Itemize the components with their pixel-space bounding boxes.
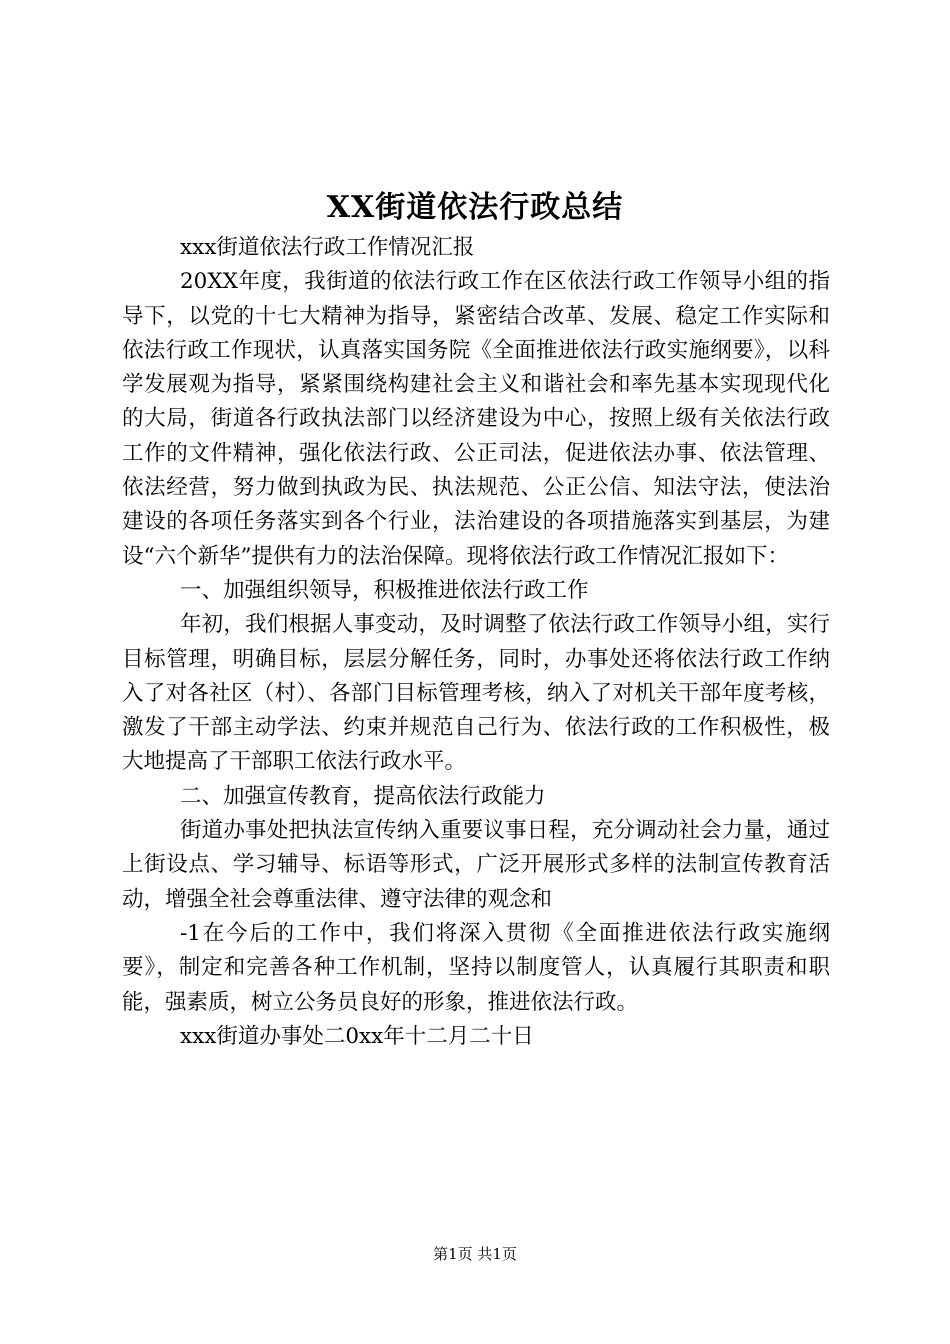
section-heading-2: 二、加强宣传教育，提高依法行政能力 <box>180 783 546 809</box>
section-heading-1: 一、加强组织领导，积极推进依法行政工作 <box>180 577 589 603</box>
document-body <box>122 231 830 1054</box>
intro-paragraph: 20XX年度，我街道的依法行政工作在区依法行政工作领导小组的指导下，以党的十七大精神为指导，紧密结合改革、发展、稳定工作实际和依法行政工作现状，认真落实国务院《全面推进依法行政实施纲要》，以科学发展观为指导，紧紧围绕构建社会主义和谐社会和率先基本实现现代化的大局，街道各行政执法部门以经济建设为中心，按照上级有关依法行政工作的文件精神，强化依法行政、公正司法，促进依法办事、依法管理、依法经营，努力做到执政为民、执法规范、公正公信、知法守法，使法治建设的各项任务落实到各个行业，法治建设的各项措施落实到基层，为建设“六个新华”提供有力的法治保障。现将依法行政工作情况汇报如下： <box>122 269 830 569</box>
section-2-paragraph: 街道办事处把执法宣传纳入重要议事日程，充分调动社会力量，通过上街设点、学习辅导、标语等形式，广泛开展形式多样的法制宣传教育活动，增强全社会尊重法律、遵守法律的观念和 <box>122 818 830 912</box>
document-title: XX街道依法行政总结 <box>326 190 624 225</box>
section-1-paragraph: 年初，我们根据人事变动，及时调整了依法行政工作领导小组，实行目标管理，明确目标，层层分解任务，同时，办事处还将依法行政工作纳入了对各社区（村）、各部门目标管理考核，纳入了对机关干部年度考核，激发了干部主动学法、约束并规范自己行为、依法行政的工作积极性，极大地提高了干部职工依法行政水平。 <box>122 612 830 775</box>
report-heading: xxx街道依法行政工作情况汇报 <box>180 235 475 260</box>
page-footer: 第1页 共1页 <box>433 1245 517 1263</box>
closing-paragraph: -1在今后的工作中，我们将深入贯彻《全面推进依法行政实施纲要》，制定和完善各种工作机制，坚持以制度管人，认真履行其职责和职能，强素质，树立公务员良好的形象，推进依法行政。 <box>122 920 830 1015</box>
signature-line: xxx街道办事处二0xx年十二月二十日 <box>180 1023 534 1049</box>
